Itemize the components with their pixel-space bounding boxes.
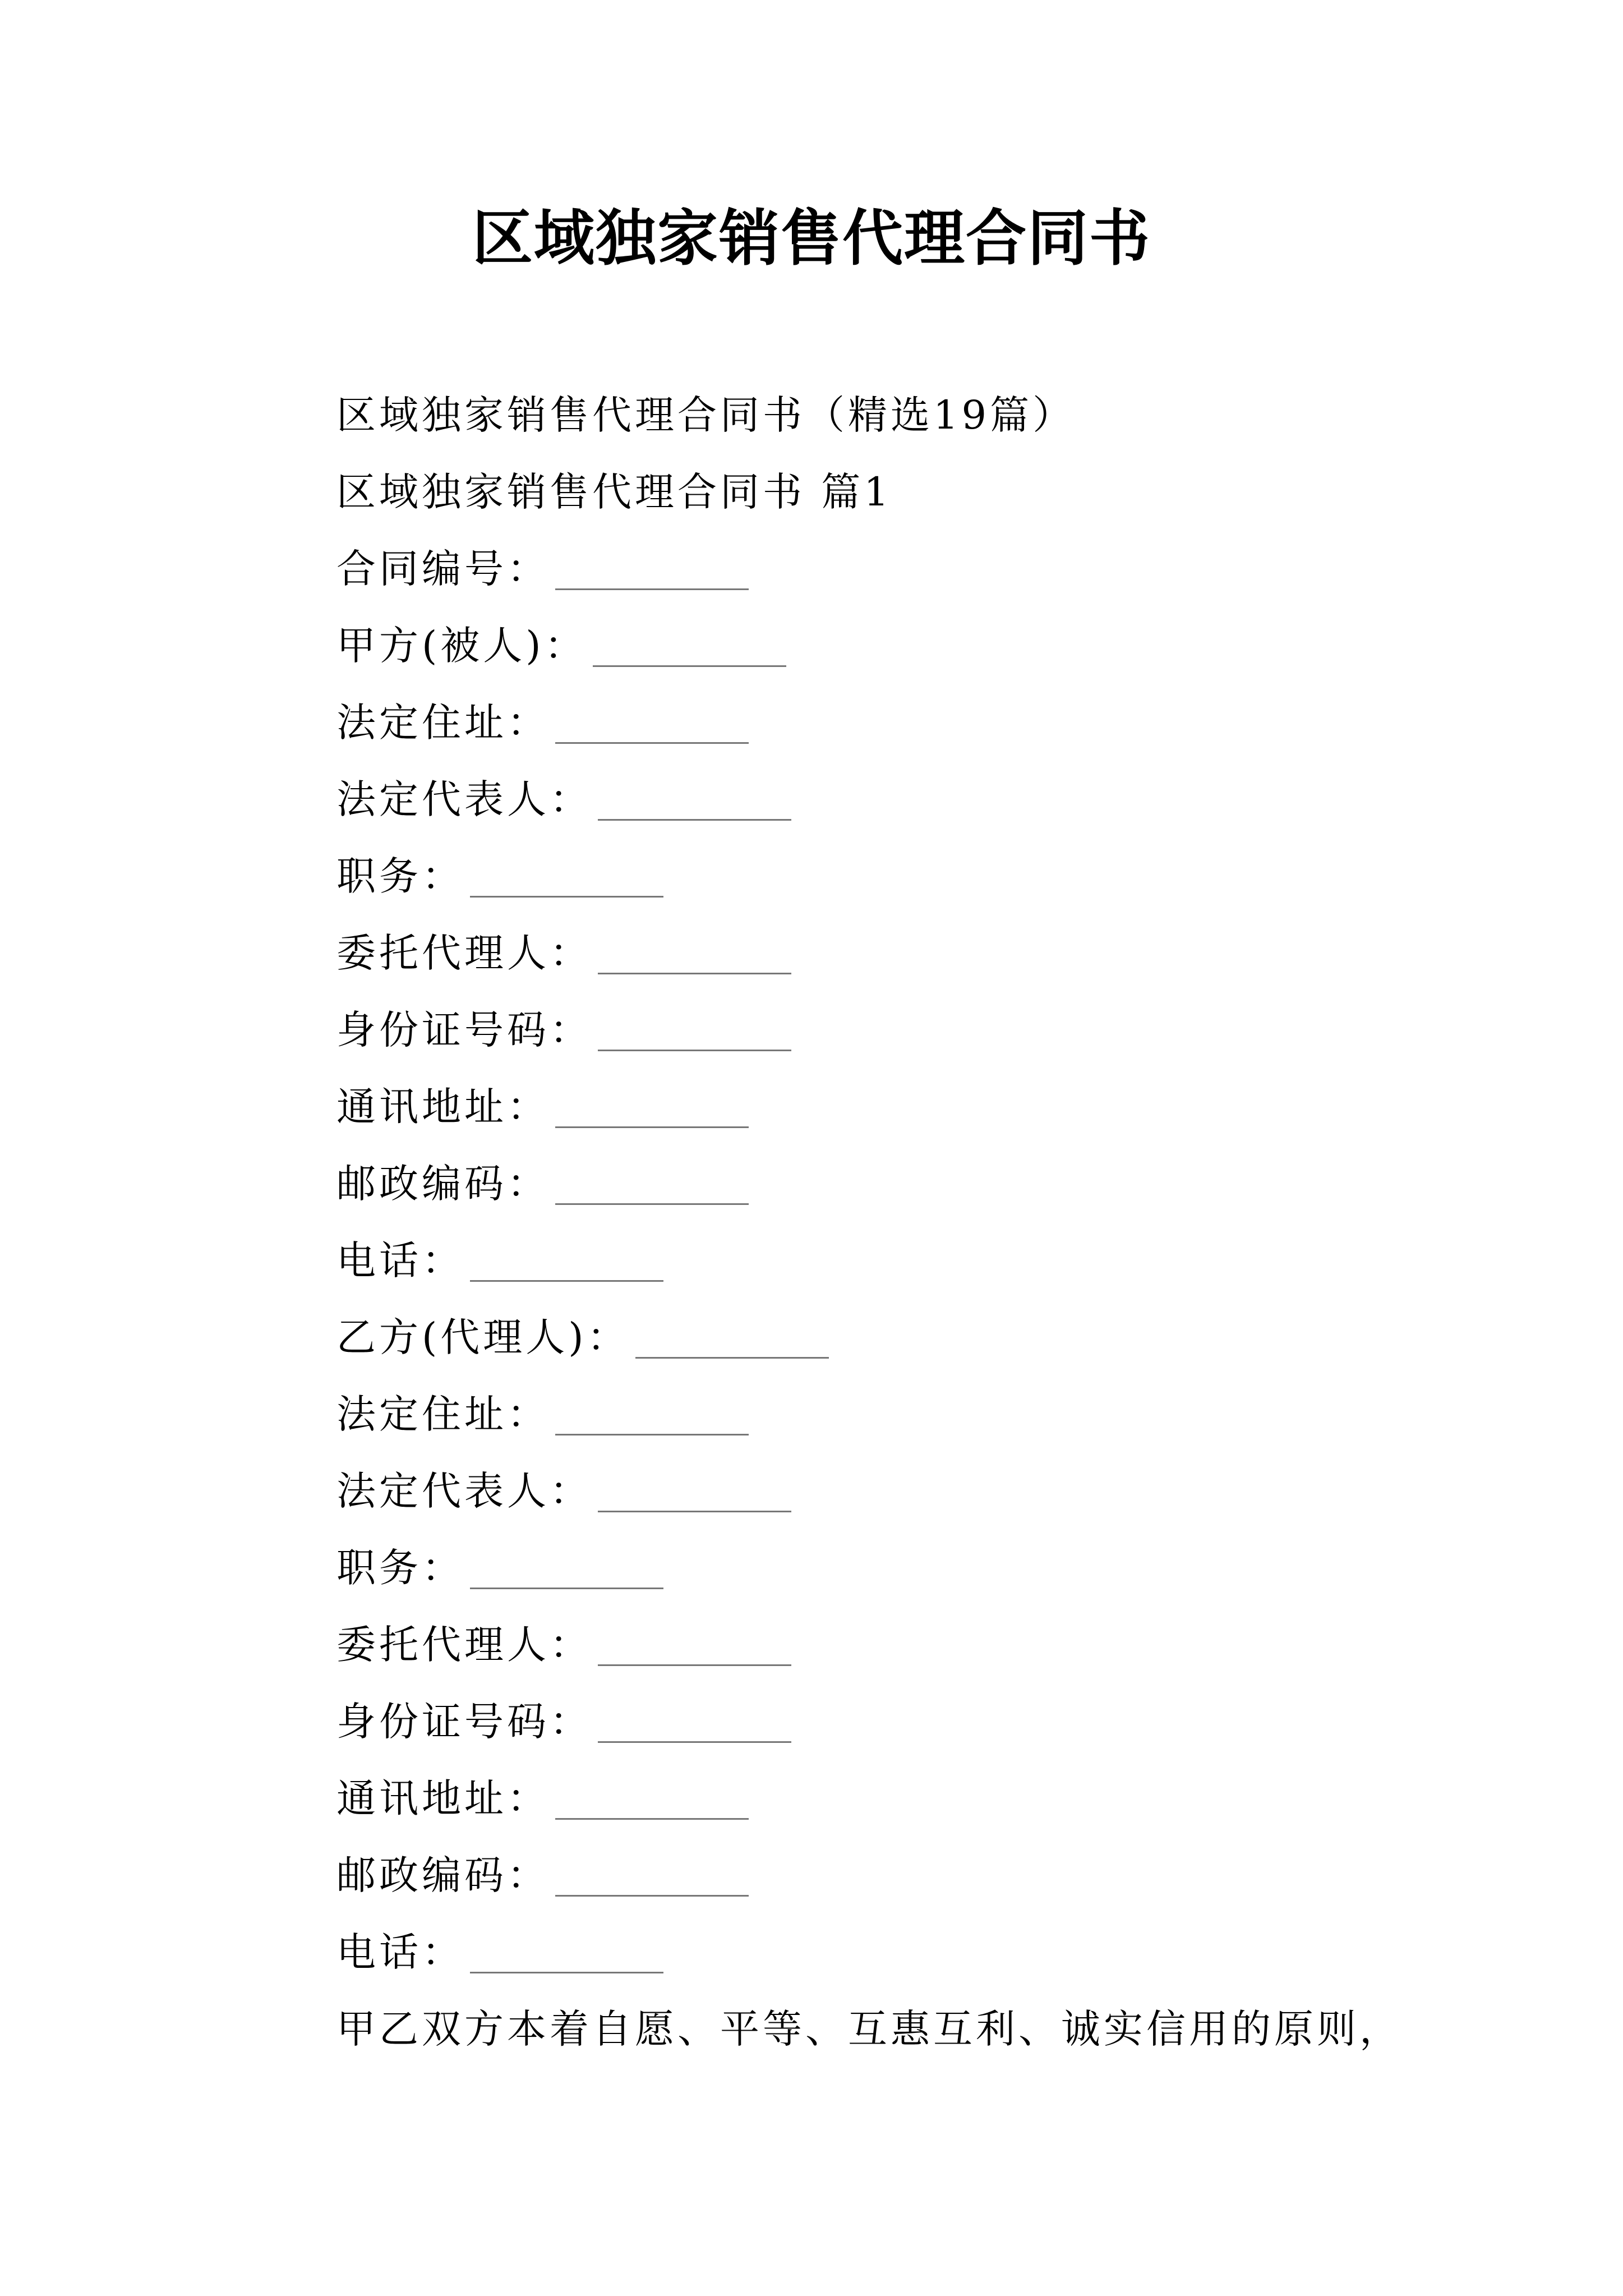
blank-line — [555, 1434, 749, 1435]
field-b-agent — [336, 1607, 1458, 1683]
field-b-position — [336, 1530, 1458, 1607]
field-label: 电话： — [336, 1929, 464, 1975]
section-heading: 区域独家销售代理合同书 篇1 — [336, 469, 892, 515]
field-label: 法定代表人： — [336, 1468, 592, 1514]
blank-line — [635, 1357, 829, 1359]
blank-line — [470, 1972, 663, 1973]
blank-line — [598, 1664, 791, 1666]
field-label: 身份证号码： — [336, 1699, 592, 1745]
field-b-phone — [336, 1914, 1458, 1991]
field-label: 通讯地址： — [336, 1084, 550, 1130]
document-title: 区域独家销售代理合同书 — [472, 203, 1151, 274]
field-label: 法定住址： — [336, 700, 550, 746]
field-label: 委托代理人： — [336, 1622, 592, 1668]
field-label: 合同编号： — [336, 546, 550, 592]
field-label: 通讯地址： — [336, 1775, 550, 1821]
field-label: 邮政编码： — [336, 1161, 550, 1207]
field-label: 法定代表人： — [336, 776, 592, 822]
field-a-agent — [336, 915, 1458, 992]
blank-line — [598, 819, 791, 821]
blank-line — [598, 1511, 791, 1512]
closing-paragraph: 甲乙双方本着自愿、平等、互惠互利、诚实信用的原则， — [336, 2006, 1402, 2052]
field-b-legal-address — [336, 1376, 1458, 1453]
blank-line — [593, 665, 786, 667]
field-contract-number — [336, 531, 1458, 608]
blank-line — [470, 1280, 663, 1282]
document-subtitle: 区域独家销售代理合同书（精选19篇） — [336, 392, 1076, 438]
field-b-mailing-address — [336, 1760, 1458, 1837]
blank-line — [470, 896, 663, 898]
blank-line — [598, 1050, 791, 1051]
blank-line — [598, 973, 791, 974]
blank-line — [555, 742, 749, 744]
blank-line — [555, 1895, 749, 1897]
blank-line — [555, 588, 749, 590]
field-b-id-number — [336, 1683, 1458, 1760]
field-party-b — [336, 1299, 1458, 1376]
field-label: 甲方(被人)： — [336, 623, 587, 669]
field-a-mailing-address — [336, 1069, 1458, 1145]
field-a-id-number — [336, 992, 1458, 1069]
blank-line — [555, 1203, 749, 1205]
field-label: 法定住址： — [336, 1391, 550, 1437]
field-a-legal-representative — [336, 761, 1458, 838]
blank-line — [555, 1126, 749, 1128]
blank-line — [555, 1818, 749, 1820]
field-a-phone — [336, 1222, 1458, 1299]
field-label: 电话： — [336, 1237, 464, 1283]
document-body — [336, 377, 1458, 2068]
field-a-legal-address — [336, 684, 1458, 761]
field-b-postal-code — [336, 1837, 1458, 1914]
blank-line — [470, 1588, 663, 1589]
field-a-postal-code — [336, 1145, 1458, 1222]
field-label: 职务： — [336, 853, 464, 899]
field-label: 身份证号码： — [336, 1007, 592, 1053]
field-label: 乙方(代理人)： — [336, 1314, 630, 1360]
field-label: 邮政编码： — [336, 1852, 550, 1898]
field-label: 委托代理人： — [336, 930, 592, 976]
field-b-legal-representative — [336, 1453, 1458, 1530]
field-a-position — [336, 838, 1458, 915]
blank-line — [598, 1741, 791, 1743]
field-party-a — [336, 608, 1458, 684]
field-label: 职务： — [336, 1545, 464, 1591]
